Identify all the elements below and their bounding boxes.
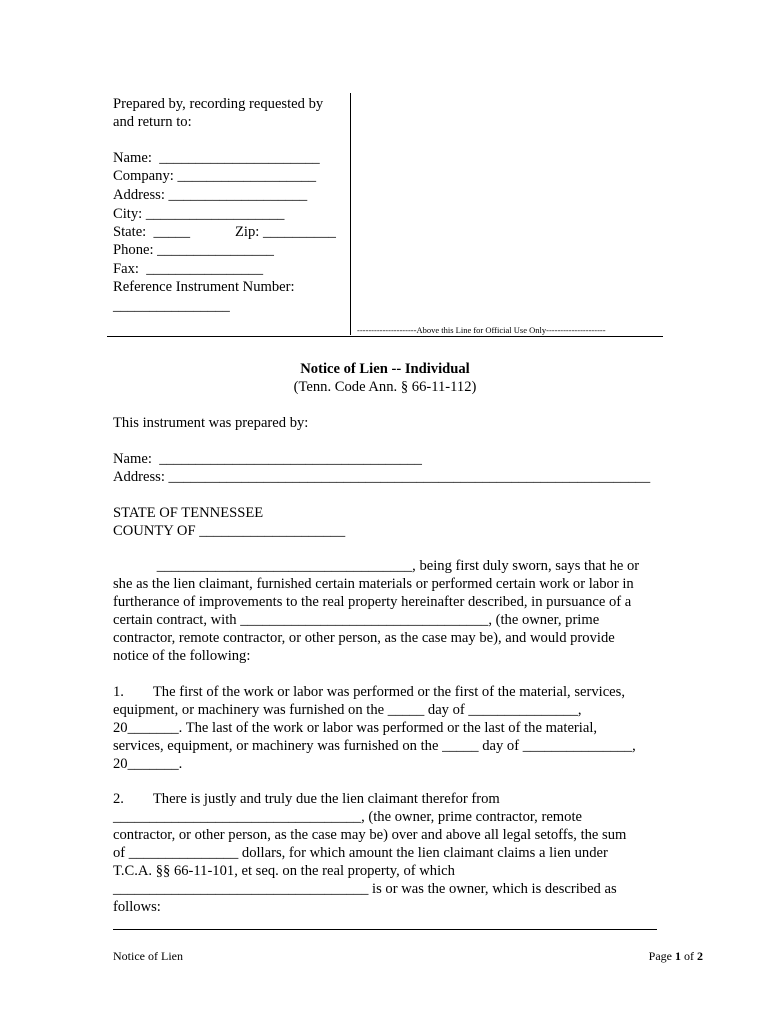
official-use-line: ---------------------Above this Line for Official Use Only--------------------- — [357, 325, 606, 335]
page-mid: of — [681, 949, 697, 963]
item1-line: services, equipment, or machinery was furnished on the _____ day of _______________, — [113, 738, 636, 754]
county-of-field: COUNTY OF ____________________ — [113, 523, 346, 539]
affidavit-line: she as the lien claimant, furnished certain materials or performed certain work or labor in — [113, 576, 634, 592]
header-address-field: Address: ___________________ — [113, 187, 308, 203]
item2-line: 2. There is justly and truly due the lien claimant therefor from — [113, 791, 500, 807]
header-phone-field: Phone: ________________ — [113, 242, 274, 258]
item1-line: 20_______. — [113, 756, 183, 772]
item2-line: contractor, or other person, as the case may be) over and above all legal setoffs, the sum — [113, 827, 627, 843]
page-current: 1 — [675, 949, 681, 963]
description-blank-line — [113, 929, 657, 930]
footer-title: Notice of Lien — [113, 949, 183, 963]
page-prefix: Page — [648, 949, 675, 963]
affidavit-line: certain contract, with __________________________________, (the owner, prime — [113, 612, 600, 628]
prepared-by-intro: This instrument was prepared by: — [113, 415, 309, 431]
preparer-name-field: Name: ____________________________________ — [113, 451, 422, 467]
header-horizontal-divider — [107, 336, 663, 337]
page-total: 2 — [697, 949, 703, 963]
item2-line: T.C.A. §§ 66-11-101, et seq. on the real property, of which — [113, 863, 455, 879]
preparer-address-field: Address: __________________________________________________________________ — [113, 469, 651, 485]
prepared-by-label: Prepared by, recording requested by — [113, 96, 324, 112]
item2-line: __________________________________, (the owner, prime contractor, remote — [113, 809, 582, 825]
reference-number-label: Reference Instrument Number: — [113, 279, 295, 295]
item2-line: ___________________________________ is or was the owner, which is described as — [113, 881, 617, 897]
state-of-tennessee: STATE OF TENNESSEE — [113, 505, 264, 521]
item2-line: of _______________ dollars, for which amount the lien claimant claims a lien under — [113, 845, 608, 861]
header-name-field: Name: ______________________ — [113, 150, 320, 166]
reference-number-blank: ________________ — [113, 298, 230, 314]
header-state-field: State: _____ — [113, 224, 191, 240]
return-to-label: and return to: — [113, 114, 192, 130]
header-vertical-divider — [350, 93, 351, 335]
item2-line: follows: — [113, 899, 161, 915]
affidavit-line: contractor, remote contractor, or other person, as the case may be), and would provide — [113, 630, 615, 646]
item1-line: 20_______. The last of the work or labor was performed or the last of the material, — [113, 720, 598, 736]
affidavit-line: notice of the following: — [113, 648, 251, 664]
document-title: Notice of Lien -- Individual — [300, 361, 470, 377]
header-city-field: City: ___________________ — [113, 206, 285, 222]
affidavit-line: ___________________________________, being first duly sworn, says that he or — [113, 558, 640, 574]
page-number — [649, 949, 703, 963]
header-zip-field: Zip: __________ — [235, 224, 336, 240]
affidavit-line: furtherance of improvements to the real property hereinafter described, in pursuance of a — [113, 594, 632, 610]
document-subtitle: (Tenn. Code Ann. § 66-11-112) — [293, 379, 477, 395]
item1-line: 1. The first of the work or labor was performed or the first of the material, services, — [113, 684, 625, 700]
header-company-field: Company: ___________________ — [113, 168, 317, 184]
header-fax-field: Fax: ________________ — [113, 261, 263, 277]
item1-line: equipment, or machinery was furnished on the _____ day of _______________, — [113, 702, 582, 718]
